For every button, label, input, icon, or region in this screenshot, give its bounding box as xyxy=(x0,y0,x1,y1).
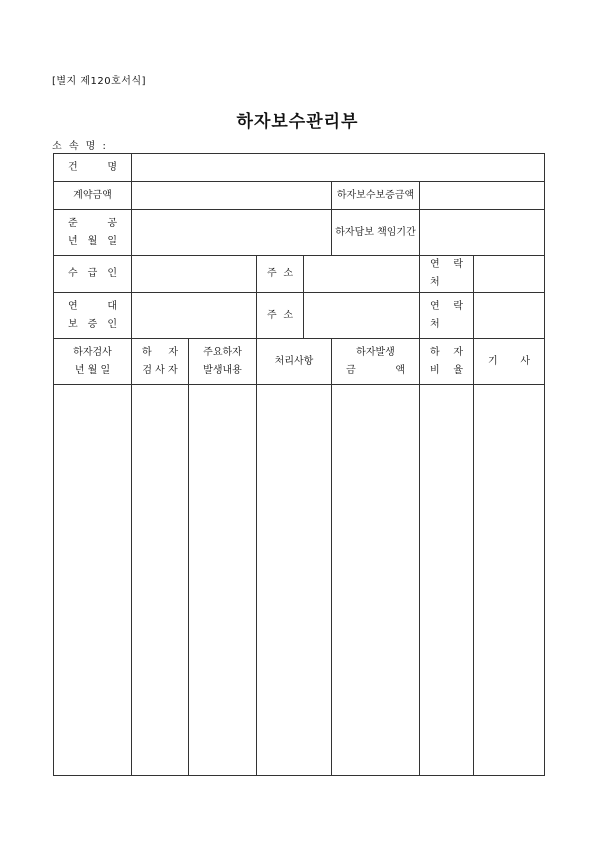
log-cell-remarks[interactable] xyxy=(474,385,545,776)
row-completion-date xyxy=(54,210,545,256)
row-contract-amount xyxy=(54,182,545,210)
guarantor-address-label: 주 소 xyxy=(257,293,304,339)
col-header-defect-content: 주요하자 발생내용 xyxy=(189,339,257,385)
guarantor-field[interactable] xyxy=(132,293,257,339)
warranty-deposit-field[interactable] xyxy=(420,182,545,210)
col-header-remarks: 기 사 xyxy=(474,339,545,385)
col-header-defect-amount: 하자발생 금 액 xyxy=(332,339,420,385)
form-number: [별지 제120호서식] xyxy=(52,76,147,87)
col-header-inspection-date: 하자검사 년 월 일 xyxy=(54,339,132,385)
warranty-period-field[interactable] xyxy=(420,210,545,256)
contractor-address-label: 주 소 xyxy=(257,256,304,293)
warranty-deposit-label: 하자보수보증금액 xyxy=(332,182,420,210)
col-header-defect-ratio: 하 자 비 율 xyxy=(420,339,474,385)
document-title: 하자보수관리부 xyxy=(236,112,359,132)
guarantor-label: 연 대 보 증 인 xyxy=(54,293,132,339)
guarantor-contact-field[interactable] xyxy=(474,293,545,339)
log-cell-action-taken[interactable] xyxy=(257,385,332,776)
col-header-inspector: 하 자 검 사 자 xyxy=(132,339,189,385)
log-cell-inspector[interactable] xyxy=(132,385,189,776)
warranty-period-label: 하자담보 책임기간 xyxy=(332,210,420,256)
log-body-row xyxy=(54,385,545,776)
log-header-row xyxy=(54,339,545,385)
project-name-label: 건 명 xyxy=(54,154,132,182)
col-header-action-taken: 처리사항 xyxy=(257,339,332,385)
contractor-field[interactable] xyxy=(132,256,257,293)
guarantor-address-field[interactable] xyxy=(304,293,420,339)
contract-amount-field[interactable] xyxy=(132,182,332,210)
contractor-contact-label: 연 락 처 xyxy=(420,256,474,293)
log-cell-defect-amount[interactable] xyxy=(332,385,420,776)
guarantor-contact-label: 연 락 처 xyxy=(420,293,474,339)
affiliation-label: 소 속 명 : xyxy=(52,141,108,152)
project-name-field[interactable] xyxy=(132,154,545,182)
completion-date-field[interactable] xyxy=(132,210,332,256)
maintenance-form-table xyxy=(53,153,545,776)
log-cell-defect-ratio[interactable] xyxy=(420,385,474,776)
row-project-name xyxy=(54,154,545,182)
row-guarantor xyxy=(54,293,545,339)
row-contractor xyxy=(54,256,545,293)
completion-date-label: 준 공 년 월 일 xyxy=(54,210,132,256)
contractor-label: 수 급 인 xyxy=(54,256,132,293)
contractor-contact-field[interactable] xyxy=(474,256,545,293)
contract-amount-label: 계약금액 xyxy=(54,182,132,210)
log-cell-inspection-date[interactable] xyxy=(54,385,132,776)
contractor-address-field[interactable] xyxy=(304,256,420,293)
log-cell-defect-content[interactable] xyxy=(189,385,257,776)
